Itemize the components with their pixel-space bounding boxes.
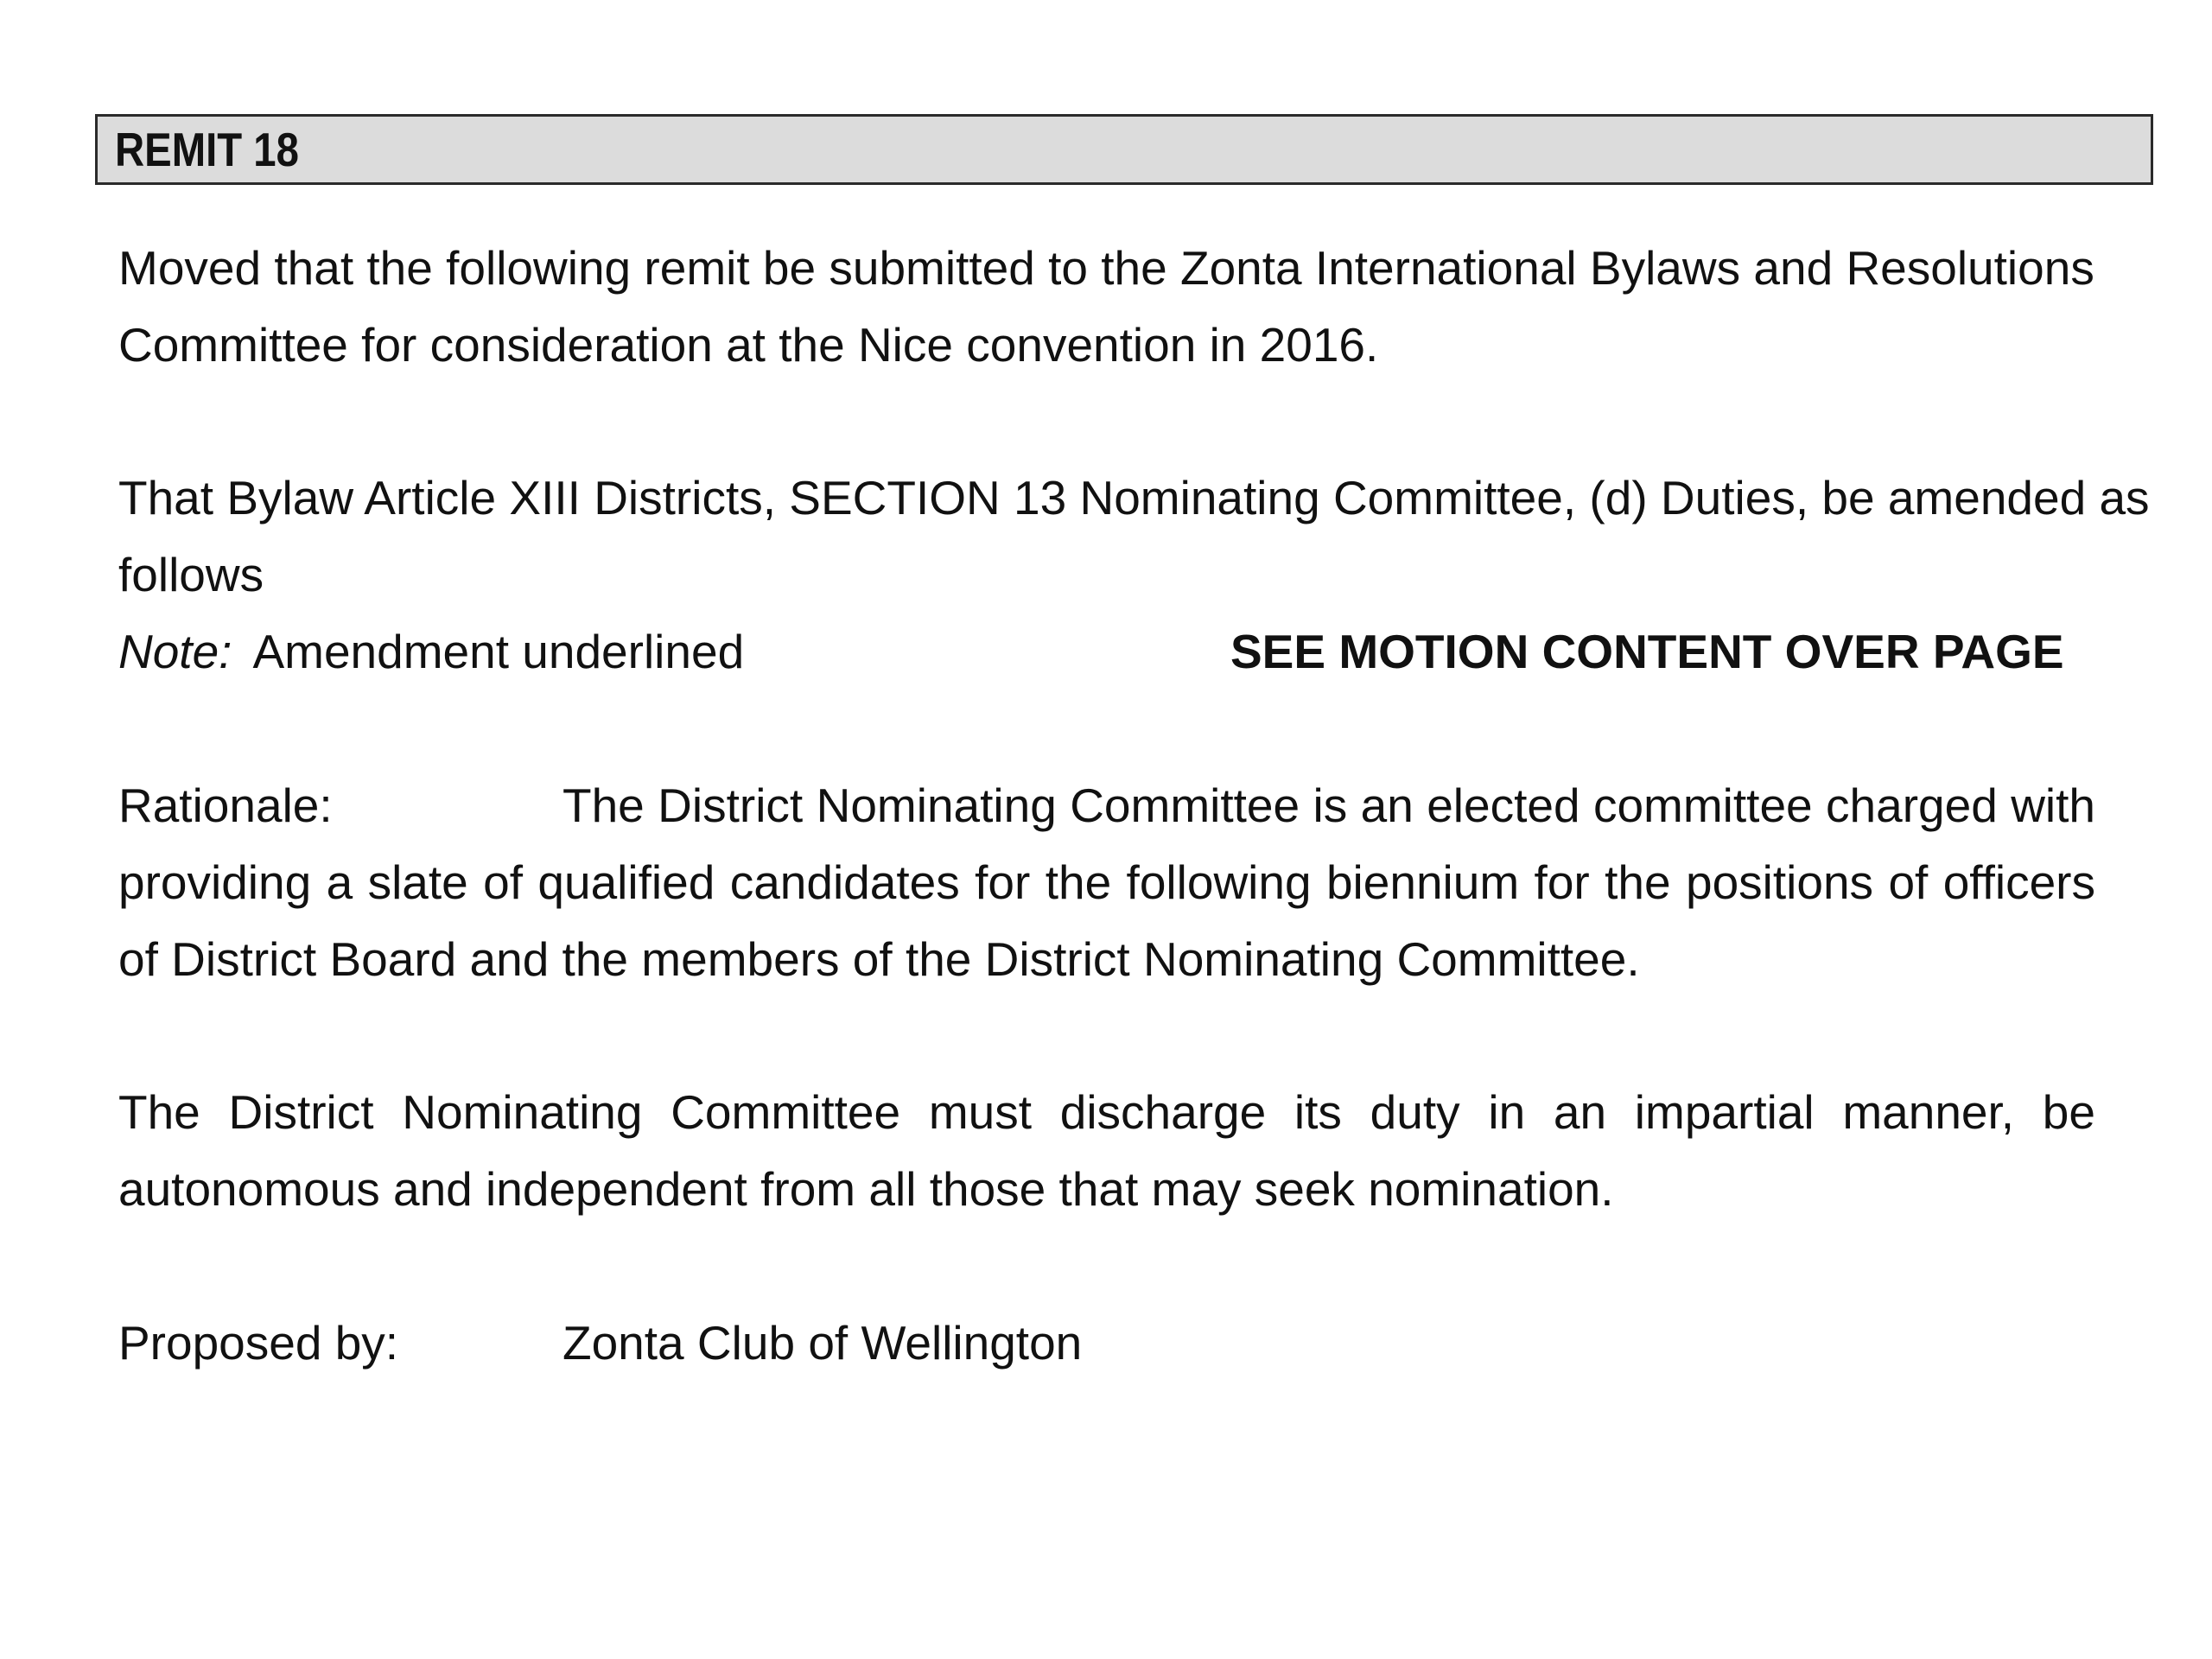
note-text: Amendment underlined [252,625,745,678]
motion-intro: Moved that the following remit be submitted to the Zonta International Bylaws and Resolutions Committee for consideration at the Nice convention in 2016. [118,241,2094,372]
motion-amendment: That Bylaw Article XIII Districts, SECTION 13 Nominating Committee, (d) Duties, be amended as follows [118,471,2150,601]
note-label: Note: [118,625,232,678]
duty-paragraph: The District Nominating Committee must discharge its duty in an impartial manner, be autonomous and independent from all those that may seek nomination. [118,1085,2095,1216]
proposer-line [118,1305,1082,1382]
rationale-paragraph [118,767,2095,998]
proposer-name: Zonta Club of Wellington [563,1316,1083,1370]
see-over-page-notice: SEE MOTION CONTENT OVER PAGE [1230,625,2064,678]
rationale-text: The District Nominating Committee is an elected committee charged with providing a slate of qualified candidates for the following biennium for the positions of officers of District Board and the members of the District Nominating Committee. [118,779,2095,986]
remit-title-bar [95,114,2153,185]
note-line [118,613,2095,690]
proposer-label: Proposed by: [118,1316,399,1370]
rationale-label: Rationale: [118,779,333,832]
remit-title: REMIT 18 [115,123,299,176]
